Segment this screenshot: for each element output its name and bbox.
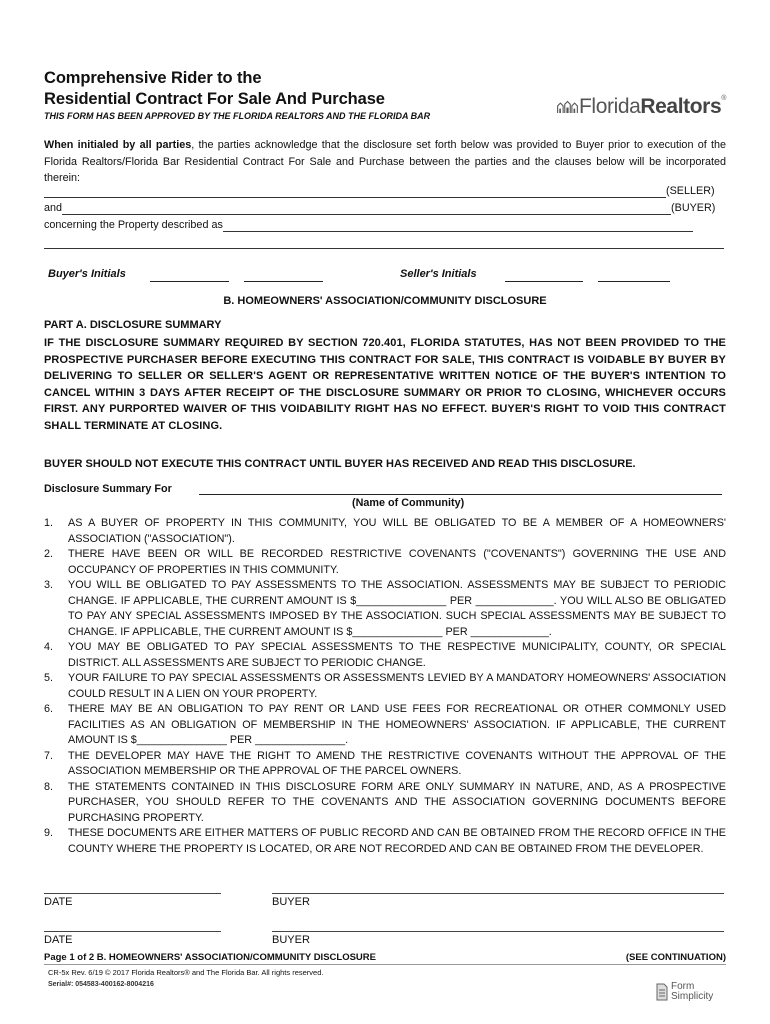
form-simplicity-wordmark <box>671 982 713 1002</box>
seller-initials-field-1[interactable] <box>505 281 583 282</box>
list-item <box>44 780 726 827</box>
approval-statement: THIS FORM HAS BEEN APPROVED BY THE FLORIDA REALTORS AND THE FLORIDA BAR <box>44 111 431 121</box>
list-item <box>44 640 726 671</box>
list-item-number: 9. <box>44 827 54 839</box>
logo-text-realtors: Realtors <box>640 95 722 118</box>
see-continuation-note: (SEE CONTINUATION) <box>625 952 726 963</box>
date-label-2: DATE <box>44 934 73 946</box>
date-signature-line-2[interactable] <box>44 931 221 932</box>
property-label: concerning the Property described as <box>44 219 223 231</box>
list-item-text: YOU WILL BE OBLIGATED TO PAY ASSESSMENTS TO THE ASSOCIATION. ASSESSMENTS MAY BE SUBJECT TO PERIODIC CHANGE. IF APPLICABLE, THE CURRENT AMOUNT IS $_______________ PER _____________. YOU WILL ALSO BE OBLIGATED TO PAY ANY SPECIAL ASSESSMENTS IMPOSED BY THE ASSOCIATION. SUCH SPECIAL ASSESSMENTS MAY BE SUBJECT TO CHANGE. IF APPLICABLE, THE CURRENT AMOUNT IS $_______________ PER _____________. <box>68 579 726 638</box>
logo-wordmark <box>579 95 726 119</box>
list-item <box>44 547 726 578</box>
page-footer-title: Page 1 of 2 B. HOMEOWNERS' ASSOCIATION/COMMUNITY DISCLOSURE <box>44 952 376 963</box>
list-item <box>44 671 726 702</box>
list-item <box>44 516 726 547</box>
property-field[interactable] <box>223 219 693 232</box>
list-item-number: 6. <box>44 703 54 715</box>
list-item-text: THERE MAY BE AN OBLIGATION TO PAY RENT OR LAND USE FEES FOR RECREATIONAL OR OTHER COMMONLY USED FACILITIES AS AN OBLIGATION OF MEMBERSHIP IN THE HOMEOWNERS' ASSOCIATION. IF APPLICABLE, THE CURRENT AMOUNT IS $_______________ PER _______________. <box>68 703 726 746</box>
intro-bold-lead: When initialed by all parties <box>44 139 192 151</box>
list-item <box>44 826 726 857</box>
name-of-community-caption: (Name of Community) <box>352 497 465 509</box>
list-item-number: 7. <box>44 749 54 762</box>
logo-trademark: ® <box>721 95 726 102</box>
disclosure-list <box>44 516 726 857</box>
buyer-initials-field-1[interactable] <box>150 281 229 282</box>
fs-line-2: Simplicity <box>671 991 714 1002</box>
disclosure-summary-label: Disclosure Summary For <box>44 483 172 495</box>
list-item <box>44 578 726 640</box>
list-item-number: 4. <box>44 641 54 653</box>
serial-number: Serial#: 054583-400162-8004216 <box>48 981 154 988</box>
property-line <box>44 219 726 232</box>
list-item <box>44 749 726 780</box>
and-label: and <box>44 202 63 214</box>
date-signature-line-1[interactable] <box>44 893 221 894</box>
buyer-signature-line-2[interactable] <box>272 931 724 932</box>
revision-copyright: CR-5x Rev. 6/19 © 2017 Florida Realtors® and The Florida Bar. All rights reserved. <box>48 968 324 977</box>
title-line-2: Residential Contract For Sale And Purchase <box>44 90 385 108</box>
buyer-initials-label: Buyer's Initials <box>48 268 126 280</box>
list-item-text: YOUR FAILURE TO PAY SPECIAL ASSESSMENTS OR ASSESSMENTS LEVIED BY A MANDATORY HOMEOWNERS' ASSOCIATION COULD RESULT IN A LIEN ON YOUR PROPERTY. <box>68 672 726 700</box>
list-item-number: 3. <box>44 579 54 591</box>
list-item-number: 1. <box>44 517 54 529</box>
list-item-text: THE STATEMENTS CONTAINED IN THIS DISCLOSURE FORM ARE ONLY SUMMARY IN NATURE, AND, AS A PROSPECTIVE PURCHASER, YOU SHOULD REFER TO THE COVENANTS AND THE ASSOCIATION GOVERNING DOCUMENTS BEFORE PURCHASING PROPERTY. <box>68 780 726 824</box>
buyer-label-2: BUYER <box>272 934 310 946</box>
list-item-text: THESE DOCUMENTS ARE EITHER MATTERS OF PUBLIC RECORD AND CAN BE OBTAINED FROM THE RECORD OFFICE IN THE COUNTY WHERE THE PROPERTY IS LOCATED, OR ARE NOT RECORDED AND CAN BE OBTAINED FROM THE DEVELOPER. <box>68 827 726 855</box>
seller-initials-label: Seller's Initials <box>400 268 477 280</box>
seller-initials-field-2[interactable] <box>598 281 670 282</box>
property-field-2[interactable] <box>44 236 724 249</box>
florida-realtors-logo <box>556 92 726 122</box>
logo-text-florida: Florida <box>579 95 641 118</box>
section-heading: B. HOMEOWNERS' ASSOCIATION/COMMUNITY DISCLOSURE <box>223 295 547 307</box>
list-item-number: 2. <box>44 548 54 560</box>
list-item-text: AS A BUYER OF PROPERTY IN THIS COMMUNITY, YOU WILL BE OBLIGATED TO BE A MEMBER OF A HOMEOWNERS' ASSOCIATION ("ASSOCIATION"). <box>68 517 726 545</box>
community-name-field[interactable] <box>199 494 722 495</box>
document-icon <box>656 983 668 1001</box>
intro-paragraph <box>44 137 726 187</box>
list-item-number: 5. <box>44 672 54 684</box>
buyer-initials-field-2[interactable] <box>244 281 323 282</box>
date-label-1: DATE <box>44 896 73 908</box>
footer-divider <box>44 964 726 965</box>
intro-text: , the parties acknowledge that the disclosure set forth below was provided to Buyer prior to execution of the Florida Realtors/Florida Bar Residential Contract For Sale and Purchase between the parties and the clauses below will be incorporated therein: <box>44 139 726 184</box>
voidability-warning: IF THE DISCLOSURE SUMMARY REQUIRED BY SECTION 720.401, FLORIDA STATUTES, HAS NOT BEEN PROVIDED TO THE PROSPECTIVE PURCHASER BEFORE EXECUTING THIS CONTRACT FOR SALE, THIS CONTRACT IS VOIDABLE BY BUYER BY DELIVERING TO SELLER OR SELLER'S AGENT OR REPRESENTATIVE WRITTEN NOTICE OF THE BUYER'S INTENTION TO CANCEL WITHIN 3 DAYS AFTER RECEIPT OF THE DISCLOSURE SUMMARY OR PRIOR TO CLOSING, WHICHEVER OCCURS FIRST. ANY PURPORTED WAIVER OF THIS VOIDABILITY RIGHT HAS NO EFFECT. BUYER'S RIGHT TO VOID THIS CONTRACT SHALL TERMINATE AT CLOSING. <box>44 337 726 432</box>
list-item-text: THERE HAVE BEEN OR WILL BE RECORDED RESTRICTIVE COVENANTS ("COVENANTS") GOVERNING THE USE AND OCCUPANCY OF PROPERTIES IN THIS COMMUNITY. <box>68 548 726 576</box>
list-item <box>44 702 726 749</box>
form-simplicity-logo <box>656 982 713 1002</box>
list-item-number: 8. <box>44 780 54 793</box>
seller-label: (SELLER) <box>666 185 715 197</box>
buyer-line <box>44 202 726 215</box>
list-item-text: YOU MAY BE OBLIGATED TO PAY SPECIAL ASSESSMENTS TO THE RESPECTIVE MUNICIPALITY, COUNTY, OR SPECIAL DISTRICT. ALL ASSESSMENTS ARE SUBJECT TO PERIODIC CHANGE. <box>68 641 726 669</box>
title-line-1: Comprehensive Rider to the <box>44 69 262 87</box>
seller-line <box>44 185 726 198</box>
property-line-2 <box>44 236 726 249</box>
part-a-heading: PART A. DISCLOSURE SUMMARY <box>44 319 222 331</box>
buyer-should-notice: BUYER SHOULD NOT EXECUTE THIS CONTRACT UNTIL BUYER HAS RECEIVED AND READ THIS DISCLOSURE. <box>44 458 636 470</box>
list-item-text: THE DEVELOPER MAY HAVE THE RIGHT TO AMEND THE RESTRICTIVE COVENANTS WITHOUT THE APPROVAL OF THE ASSOCIATION MEMBERSHIP OR THE APPROVAL OF THE PARCEL OWNERS. <box>68 749 726 777</box>
buyer-field[interactable] <box>62 202 671 215</box>
buyer-label-1: BUYER <box>272 896 310 908</box>
seller-field[interactable] <box>44 185 666 198</box>
fs-line-1: Form <box>671 981 695 992</box>
form-title <box>44 68 385 110</box>
buyer-label: (BUYER) <box>671 202 716 214</box>
buyer-signature-line-1[interactable] <box>272 893 724 894</box>
houses-logo-icon <box>556 94 579 120</box>
